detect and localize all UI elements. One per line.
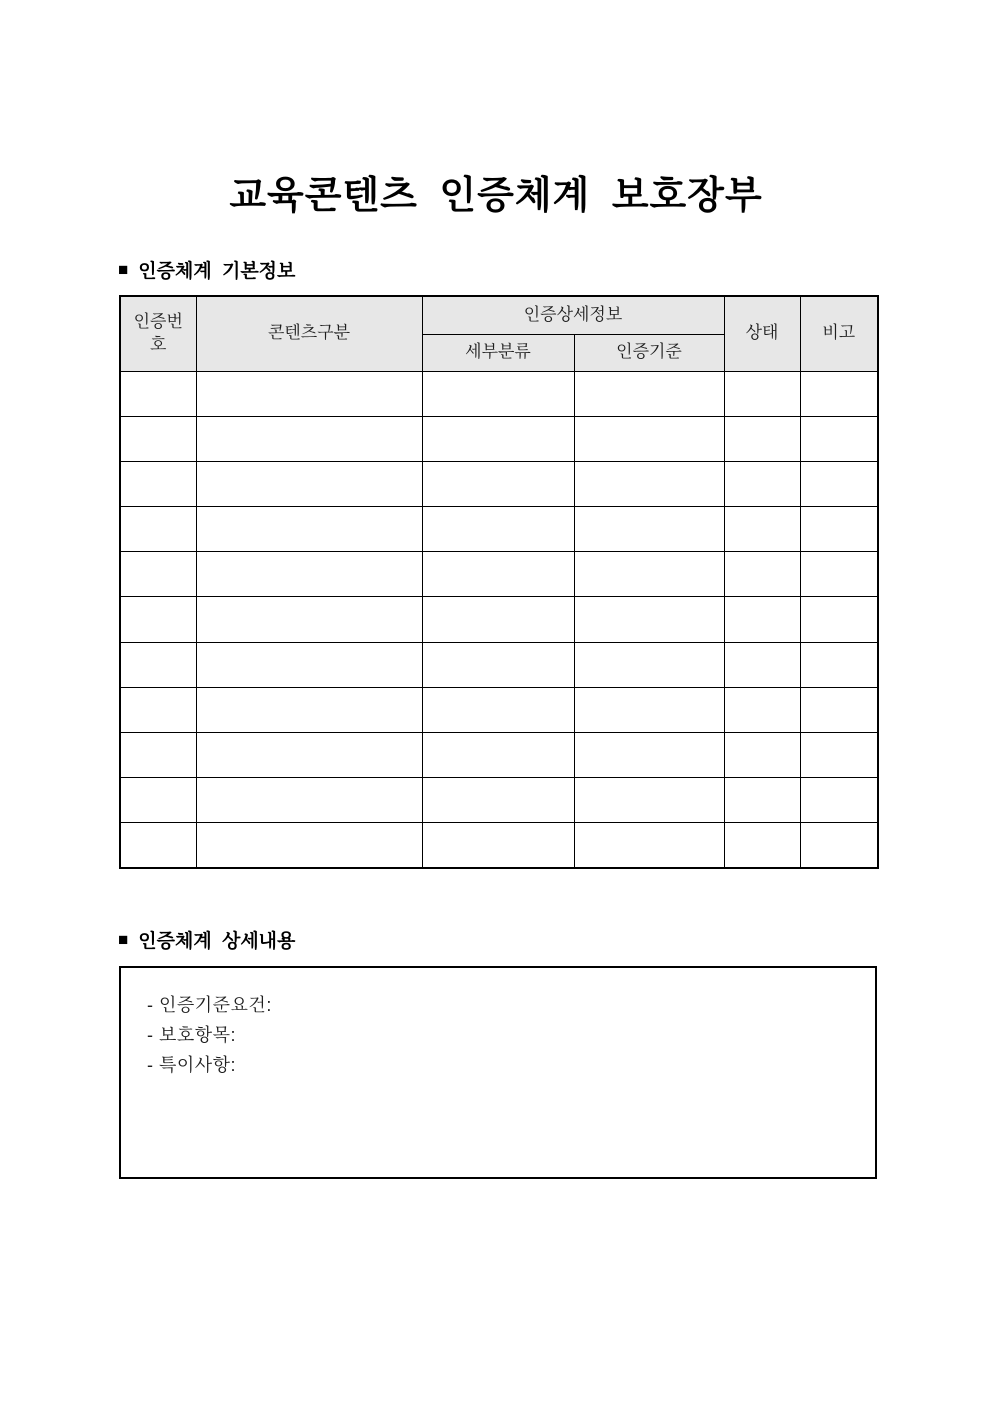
table-row xyxy=(120,642,878,687)
section-basic-heading-text: 인증체계 기본정보 xyxy=(138,261,296,282)
empty-cell xyxy=(120,371,196,416)
empty-cell xyxy=(800,823,878,868)
empty-cell xyxy=(196,597,422,642)
certification-table xyxy=(119,295,879,869)
document-title: 교육콘텐츠 인증체계 보호장부 xyxy=(229,175,763,217)
col-header-sub-class: 세부분류 xyxy=(422,334,574,371)
certification-table-header xyxy=(120,296,878,371)
table-row xyxy=(120,461,878,506)
detail-content-box xyxy=(119,966,877,1179)
empty-cell xyxy=(574,642,724,687)
empty-cell xyxy=(724,733,800,778)
detail-item-protection-items: - 보호항목: xyxy=(147,1025,237,1045)
empty-cell xyxy=(724,416,800,461)
empty-cell xyxy=(120,823,196,868)
col-header-cert-standard: 인증기준 xyxy=(574,334,724,371)
empty-cell xyxy=(800,461,878,506)
empty-cell xyxy=(724,552,800,597)
table-row xyxy=(120,507,878,552)
empty-cell xyxy=(196,687,422,732)
empty-cell xyxy=(196,642,422,687)
empty-cell xyxy=(120,597,196,642)
empty-cell xyxy=(724,642,800,687)
empty-cell xyxy=(574,552,724,597)
empty-cell xyxy=(196,371,422,416)
certification-table-body xyxy=(120,371,878,868)
empty-cell xyxy=(196,733,422,778)
empty-cell xyxy=(422,823,574,868)
empty-cell xyxy=(724,507,800,552)
empty-cell xyxy=(120,733,196,778)
empty-cell xyxy=(574,687,724,732)
empty-cell xyxy=(120,461,196,506)
empty-cell xyxy=(800,778,878,823)
empty-cell xyxy=(120,778,196,823)
empty-cell xyxy=(574,461,724,506)
empty-cell xyxy=(800,687,878,732)
empty-cell xyxy=(196,778,422,823)
empty-cell xyxy=(422,733,574,778)
empty-cell xyxy=(800,642,878,687)
empty-cell xyxy=(574,733,724,778)
empty-cell xyxy=(800,552,878,597)
empty-cell xyxy=(196,823,422,868)
empty-cell xyxy=(574,371,724,416)
section-detail-heading xyxy=(118,926,295,953)
empty-cell xyxy=(724,823,800,868)
empty-cell xyxy=(724,461,800,506)
empty-cell xyxy=(422,371,574,416)
empty-cell xyxy=(120,687,196,732)
empty-cell xyxy=(800,597,878,642)
empty-cell xyxy=(196,552,422,597)
table-row xyxy=(120,687,878,732)
empty-cell xyxy=(724,371,800,416)
col-header-status: 상태 xyxy=(724,296,800,371)
table-row xyxy=(120,733,878,778)
empty-cell xyxy=(120,416,196,461)
col-header-remarks: 비고 xyxy=(800,296,878,371)
empty-cell xyxy=(422,687,574,732)
empty-cell xyxy=(800,507,878,552)
empty-cell xyxy=(800,733,878,778)
empty-cell xyxy=(724,687,800,732)
empty-cell xyxy=(724,778,800,823)
empty-cell xyxy=(422,461,574,506)
empty-cell xyxy=(196,461,422,506)
detail-item-cert-requirements: - 인증기준요건: xyxy=(147,995,272,1015)
col-header-content-type: 콘텐츠구분 xyxy=(196,296,422,371)
section-detail-heading-text: 인증체계 상세내용 xyxy=(138,931,296,952)
empty-cell xyxy=(574,507,724,552)
empty-cell xyxy=(422,778,574,823)
empty-cell xyxy=(574,416,724,461)
table-row xyxy=(120,371,878,416)
col-header-cert-detail: 인증상세정보 xyxy=(422,296,724,334)
empty-cell xyxy=(574,778,724,823)
table-row xyxy=(120,416,878,461)
table-row xyxy=(120,823,878,868)
empty-cell xyxy=(574,597,724,642)
table-row xyxy=(120,778,878,823)
empty-cell xyxy=(800,416,878,461)
square-bullet-icon: ■ xyxy=(118,260,129,279)
empty-cell xyxy=(574,823,724,868)
empty-cell xyxy=(120,552,196,597)
square-bullet-icon: ■ xyxy=(118,930,129,949)
empty-cell xyxy=(422,507,574,552)
empty-cell xyxy=(422,642,574,687)
empty-cell xyxy=(800,371,878,416)
empty-cell xyxy=(724,597,800,642)
empty-cell xyxy=(422,552,574,597)
empty-cell xyxy=(120,642,196,687)
empty-cell xyxy=(196,507,422,552)
empty-cell xyxy=(196,416,422,461)
empty-cell xyxy=(422,416,574,461)
table-row xyxy=(120,597,878,642)
col-header-cert-no: 인증번호 xyxy=(120,296,196,371)
table-row xyxy=(120,552,878,597)
empty-cell xyxy=(422,597,574,642)
empty-cell xyxy=(120,507,196,552)
section-basic-heading xyxy=(118,256,295,283)
detail-item-special-notes: - 특이사항: xyxy=(147,1055,237,1075)
